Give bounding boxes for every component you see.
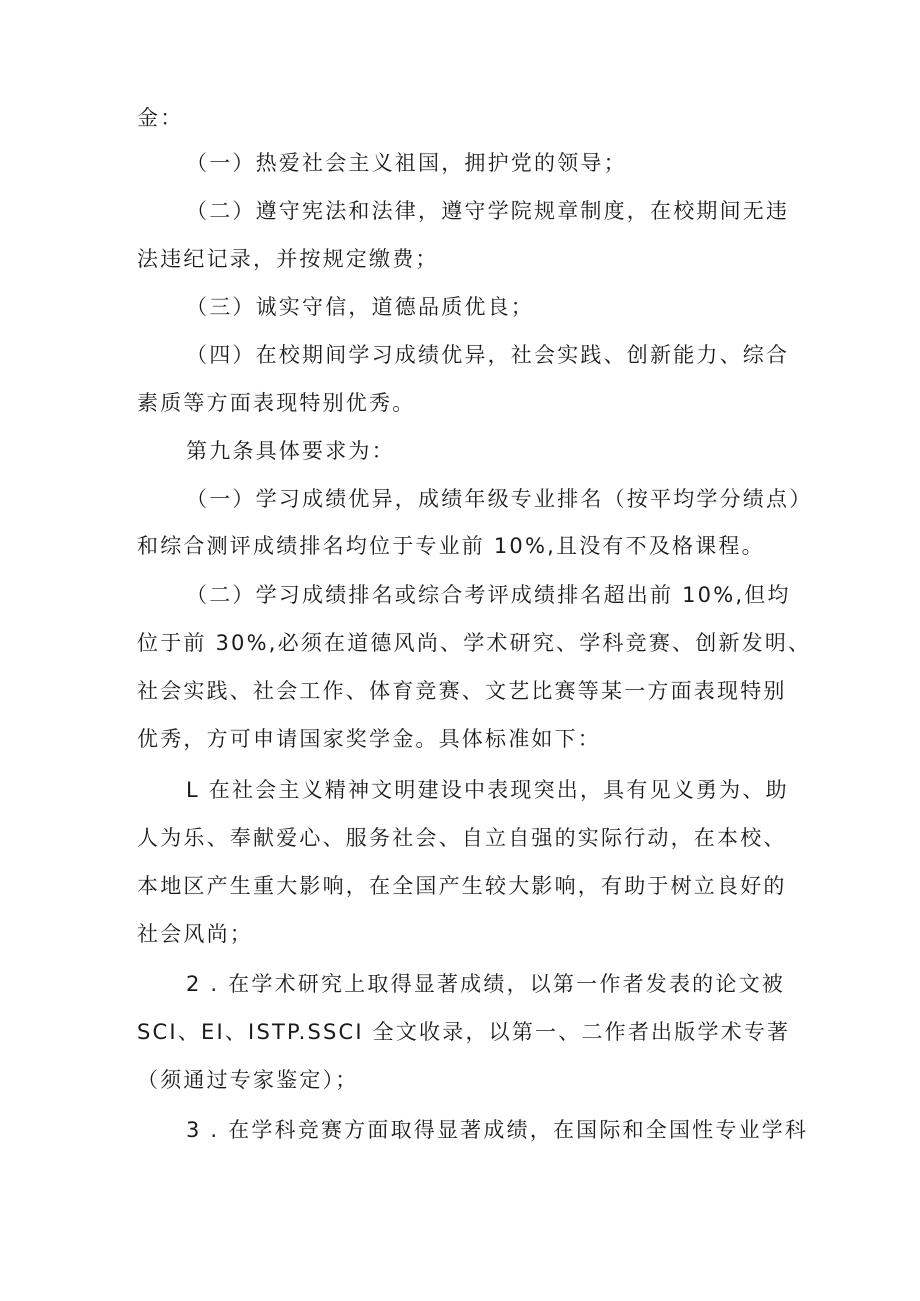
text-line: 第九条具体要求为： [186,439,395,463]
text-line: 位于前 30%,必须在道德风尚、学术研究、学科竞赛、创新发明、 [137,631,812,655]
text-line: 本地区产生重大影响，在全国产生较大影响，有助于树立良好的 [137,874,787,898]
text-line: 2 . 在学术研究上取得显著成绩，以第一作者发表的论文被 [186,972,785,996]
text-line: （二）学习成绩排名或综合考评成绩排名超出前 10%,但均 [186,583,791,607]
text-line: 社会风尚； [137,922,253,946]
text-line: （须通过专家鉴定）； [137,1068,359,1092]
text-line: 法违纪记录，并按规定缴费； [137,247,439,271]
text-line: （一）学习成绩优异，成绩年级专业排名（按平均学分绩点） [186,487,813,511]
text-line: SCI、EI、ISTP.SSCI 全文收录，以第一、二作者出版学术专著 [137,1020,791,1044]
text-line: 和综合测评成绩排名均位于专业前 10%,且没有不及格课程。 [137,534,765,558]
text-line: 社会实践、社会工作、体育竞赛、文艺比赛等某一方面表现特别 [137,679,787,703]
text-line: L 在社会主义精神文明建设中表现突出，具有见义勇为、助 [186,778,789,802]
text-line: （四）在校期间学习成绩优异，社会实践、创新能力、综合 [186,343,790,367]
text-line: 素质等方面表现特别优秀。 [137,391,416,415]
text-line: 优秀，方可申请国家奖学金。具体标准如下： [137,727,601,751]
text-line: （一）热爱社会主义祖国，拥护党的领导； [186,151,627,175]
text-line: 人为乐、奉献爱心、服务社会、自立自强的实际行动，在本校、 [137,826,787,850]
text-line: 3 . 在学科竞赛方面取得显著成绩，在国际和全国性专业学科 [186,1118,809,1142]
text-line: （二）遵守宪法和法律，遵守学院规章制度，在校期间无违 [186,199,790,223]
text-line: 金： [137,106,184,130]
text-line: （三）诚实守信，道德品质优良； [186,295,534,319]
